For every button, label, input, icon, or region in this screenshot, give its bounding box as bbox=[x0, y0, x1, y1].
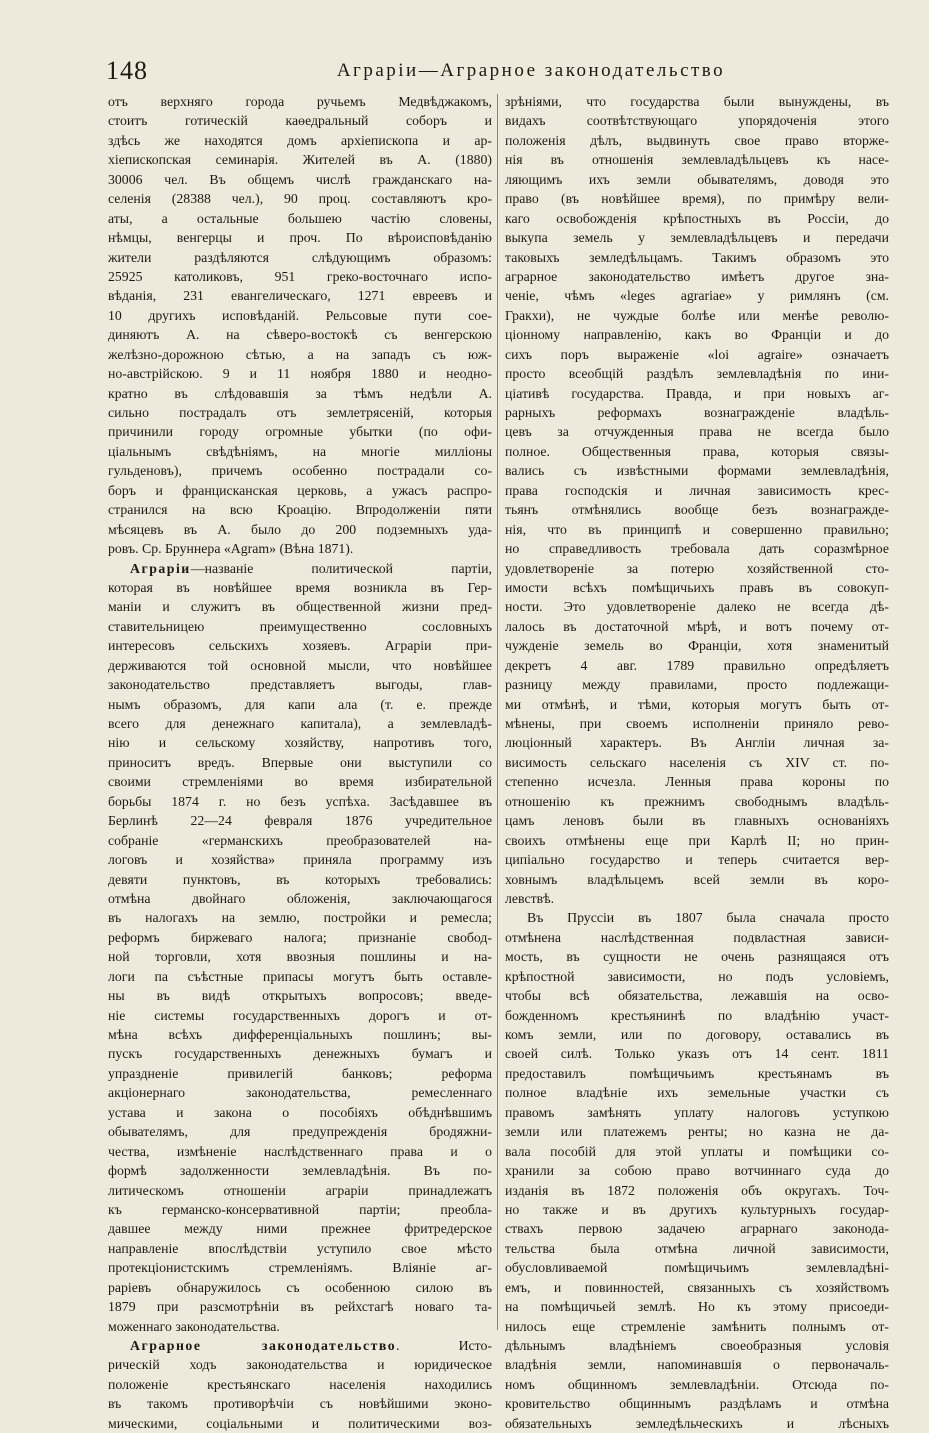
text-line: въ такомъ противорѣчіи съ новѣйшими эконо- bbox=[108, 1396, 492, 1412]
text-line: мость, въ сущности не очень разнящаяся отъ bbox=[505, 949, 889, 965]
text-line: тельства была отмѣна личной зависимости, bbox=[505, 1240, 889, 1256]
text-line: устава и закона о пособіяхъ обѣднѣвшимъ bbox=[108, 1104, 492, 1120]
text-line: ности. Это удовлетвореніе далеко не всегда дѣ- bbox=[505, 599, 889, 615]
text-line: зрѣніями, что государства были вынуждены, въ bbox=[505, 94, 889, 109]
entry-heading: Аграрное законодательство bbox=[130, 1338, 397, 1353]
text-line: кровительство общиннымъ раздѣламъ и отмѣна bbox=[505, 1396, 889, 1412]
text-line: Гракхи), не чуждые болѣе или менѣе револю- bbox=[505, 307, 889, 323]
text-line: Берлинѣ 22—24 февраля 1876 учредительное bbox=[108, 813, 492, 829]
text-line: висимость сельскаго населенія съ XIV ст. по- bbox=[505, 754, 889, 770]
text-line: интересовъ сельскихъ хозяевъ. Аграріи при- bbox=[108, 638, 492, 654]
text-line: кратно въ слѣдовавшія за тѣмъ недѣли А. bbox=[108, 385, 492, 401]
text-line: степенно исчезла. Ленныя права короны по bbox=[505, 774, 889, 790]
text-line: чества, измѣненіе наслѣдственнаго права и о bbox=[108, 1143, 492, 1159]
text-line: нія въ отношенія землевладѣльцевъ къ насе- bbox=[505, 152, 889, 168]
text-line: моженнаго законодательства. bbox=[108, 1318, 280, 1334]
text-line: удовлетвореніе за потерю хозяйственной сто- bbox=[505, 560, 889, 576]
text-line: на помѣщичьей землѣ. Но къ этому присоеди- bbox=[505, 1299, 889, 1315]
text-line: обусловливаемой помѣщичьимъ землевладѣні- bbox=[505, 1260, 889, 1276]
text-line: нѣмцы, венгерцы и проч. По вѣроисповѣданію bbox=[108, 230, 492, 246]
text-line: земли или платежемъ ренты; но казна не да- bbox=[505, 1124, 889, 1140]
text-line: приноситъ вредъ. Впервые они выступили со bbox=[108, 754, 492, 770]
text-line: мѣсяцевъ въ А. было до 200 подземныхъ уда- bbox=[108, 521, 492, 537]
text-line: права господскія и личная зависимость крес- bbox=[505, 482, 889, 498]
text-line: номъ общинномъ землевладѣніи. Отсюда по- bbox=[505, 1376, 889, 1392]
text-line: ціонному направленію, какъ во Франціи и до bbox=[505, 327, 889, 343]
text-line: ляющимъ ихъ земли обывателямъ, доводя это bbox=[505, 171, 889, 187]
text-line: диняютъ А. на сѣверо-востокѣ съ венгерскою bbox=[108, 327, 492, 343]
text-line: нію и сельскому хозяйству, напротивъ того, bbox=[108, 735, 492, 751]
text-line: протекціонистскимъ стремленіямъ. Вліяніе аг- bbox=[108, 1260, 492, 1276]
text-line: изданія въ 1872 положенія объ округахъ. Точ- bbox=[505, 1182, 889, 1198]
text-line: Въ Пруссіи въ 1807 была сначала просто bbox=[527, 910, 889, 926]
text-line: ны въ видѣ открытыхъ вопросовъ; введе- bbox=[108, 988, 492, 1004]
text-line: Аграріи—названіе политической партіи, bbox=[130, 560, 492, 576]
text-line: цевъ за отчужденныя права не всегда было bbox=[505, 424, 889, 440]
text-line: стоитъ готическій каѳедральный соборъ и bbox=[108, 113, 492, 129]
text-line: реформъ биржеваго налога; признаніе свобод- bbox=[108, 929, 492, 945]
text-line: желѣзно-дорожною сѣтью, а на западъ съ юж- bbox=[108, 346, 492, 362]
text-line: владѣнія земли, напоминавшія о первоначаль- bbox=[505, 1357, 889, 1373]
text-line: жители раздѣляются слѣдующимъ образомъ: bbox=[108, 249, 492, 265]
text-line: всего для денежнаго капитала), а землевладѣ- bbox=[108, 716, 492, 731]
text-line: крѣпостной зависимости, но подъ условіемъ, bbox=[505, 968, 889, 984]
text-line: цамъ леновъ были въ главныхъ основаніяхъ bbox=[505, 813, 889, 829]
text-line: левствѣ. bbox=[505, 890, 555, 906]
text-line: разницу между правилами, просто подлежащи- bbox=[505, 677, 889, 693]
text-line: причинили городу огромные убытки (по офи- bbox=[108, 424, 492, 440]
text-line: вала пособій для этой уплаты и помѣщики со- bbox=[505, 1143, 889, 1159]
text-line: нилось еще стремленіе замѣнить полнымъ от- bbox=[505, 1318, 889, 1334]
text-line: комъ земли, или по договору, оставались въ bbox=[505, 1027, 889, 1042]
text-line: формѣ задолженности землевладѣнія. Въ по- bbox=[108, 1163, 492, 1179]
text-line: правомъ замѣнять уплату налоговъ уступкою bbox=[505, 1104, 889, 1120]
text-line: положенія дѣлъ, выдвинуть свое право вторже- bbox=[505, 132, 889, 148]
text-line: 25925 католиковъ, 951 греко-восточнаго испо- bbox=[108, 268, 492, 284]
text-line: декретъ 4 авг. 1789 правильно опредѣляетъ bbox=[505, 657, 889, 673]
text-line: сихъ поръ выраженіе «loi agraire» означаетъ bbox=[505, 346, 889, 362]
text-line: рическій ходъ законодательства и юридическое bbox=[108, 1357, 492, 1373]
text-line: чтобы всѣ обязательства, лежавшія на осво- bbox=[505, 988, 889, 1004]
text-line: борьбы 1874 г. но безъ успѣха. Засѣдавшее въ bbox=[108, 793, 492, 809]
text-line: къ германско-консервативной партіи; преобла- bbox=[108, 1201, 492, 1217]
text-line: ціальнымъ свѣдѣніямъ, на многіе милліоны bbox=[108, 443, 492, 459]
text-line: божденномъ крестьянинѣ по владѣнію участ- bbox=[505, 1007, 889, 1023]
text-line: странился на всю Кроацію. Впродолженіи пяти bbox=[108, 502, 492, 518]
text-line: тьянъ отмѣнялись вообще безъ вознагражде- bbox=[505, 502, 889, 518]
text-line: рарныхъ реформахъ вознагражденіе владѣль- bbox=[505, 405, 889, 420]
text-line: хіепископская семинарія. Жителей въ А. (1880) bbox=[108, 152, 492, 168]
text-line: мѣнены, при своемъ исполненіи приняло рево- bbox=[505, 716, 889, 731]
text-line: обывателямъ, для предупрежденія бродяжни- bbox=[108, 1124, 492, 1140]
text-line: каго освобожденія крѣпостныхъ въ Россіи, до bbox=[505, 210, 889, 226]
text-line: отъ верхняго города ручьемъ Медвѣджакомъ, bbox=[108, 94, 492, 109]
text-line: дѣльнымъ владѣніемъ своеобразныя условія bbox=[505, 1338, 889, 1353]
text-line: гульденовъ), причемъ особенно пострадали со- bbox=[108, 463, 492, 479]
text-line: нія, что въ принципѣ и совершенно правильно; bbox=[505, 521, 889, 537]
text-line: чужденіе земель во Франціи, хотя знаменитый bbox=[505, 638, 889, 654]
text-line: пускъ государственныхъ денежныхъ бумагъ и bbox=[108, 1046, 492, 1062]
right-column bbox=[505, 92, 889, 1433]
text-line: здѣсь же находятся домъ архіепископа и ар- bbox=[108, 132, 492, 148]
text-line: но-австрійскою. 9 и 11 ноября 1880 и неодно- bbox=[108, 366, 492, 382]
text-line: 30006 чел. Въ общемъ числѣ гражданскаго на- bbox=[108, 171, 492, 187]
text-line: ствахъ первою задачею аграрнаго законода- bbox=[505, 1221, 889, 1237]
text-line: ной торговли, хотя ввозныя пошлины и на- bbox=[108, 949, 492, 965]
text-line: обязательныхъ земледѣльческихъ и лѣсныхъ bbox=[505, 1415, 889, 1431]
text-line: своими стремленіями во время избирательной bbox=[108, 774, 492, 790]
text-line: селенія (28388 чел.), 90 проц. составляютъ кро- bbox=[108, 191, 492, 207]
text-line: выкупа земель у землевладѣльцевъ и передачи bbox=[505, 230, 889, 246]
text-line: отношенію къ прежнимъ свободнымъ владѣль- bbox=[505, 793, 889, 809]
text-line: держиваются той основной мысли, что новѣйшее bbox=[108, 657, 492, 673]
text-line: законодательство представляетъ выгоды, глав- bbox=[108, 677, 492, 693]
text-line: отмѣнена наслѣдственная подвластная зависи- bbox=[505, 929, 889, 945]
text-line: положеніе крестьянскаго населенія находились bbox=[108, 1376, 492, 1392]
text-line: нымъ образомъ, для капи ала (т. е. прежде bbox=[108, 696, 492, 712]
text-line: предоставилъ помѣщичьимъ крестьянамъ въ bbox=[505, 1065, 889, 1081]
text-line: отмѣна двойнаго обложенія, заключающагося bbox=[108, 890, 492, 906]
text-line: собраніе «германскихъ преобразователей на- bbox=[108, 832, 492, 848]
text-line: логовъ и хозяйства» приняла программу изъ bbox=[108, 852, 492, 868]
text-line: сильно пострадалъ отъ землетрясеній, которыя bbox=[108, 405, 492, 420]
text-line: лалось въ достаточной мѣрѣ, и вотъ почему от- bbox=[505, 618, 889, 634]
text-line: ніе системы государственныхъ дорогъ и от- bbox=[108, 1007, 492, 1023]
left-column bbox=[108, 92, 492, 1433]
text-line: упраздненіе привилегій банковъ; реформа bbox=[108, 1065, 492, 1081]
text-line: полное. Общественныя права, которыя связы- bbox=[505, 443, 889, 459]
text-line: право (въ новѣйшее время), по примѣру вели- bbox=[505, 191, 889, 207]
page-header bbox=[106, 52, 896, 92]
text-line: ципіально государство и теперь считается вер- bbox=[505, 852, 889, 868]
text-line: полное владѣніе ихъ земельные участки съ bbox=[505, 1085, 889, 1101]
running-head: Аграріи—Аграрное законодательство bbox=[336, 60, 726, 81]
text-line: девяти пунктовъ, въ которыхъ требовались: bbox=[108, 871, 492, 887]
text-line: которая въ новѣйшее время возникла въ Гер- bbox=[108, 579, 492, 595]
text-line: ченіе, чѣмъ «leges agrariae» у римлянъ (см. bbox=[505, 288, 889, 304]
text-line: аграрное законодательство имѣетъ другое зна- bbox=[505, 268, 889, 284]
text-line: акціонернаго законодательства, ремесленнаго bbox=[108, 1085, 492, 1101]
text-line: ціативѣ государства. Правда, и при новыхъ аг- bbox=[505, 385, 889, 401]
text-line: имости всѣхъ помѣщичьихъ правъ въ совокуп- bbox=[505, 579, 889, 595]
text-line: маніи и служитъ въ общественной жизни пред- bbox=[108, 599, 492, 615]
text-line: хранили за собою право вотчиннаго суда до bbox=[505, 1163, 889, 1179]
text-line: раріевъ обнаружилось съ особенною силою въ bbox=[108, 1279, 492, 1295]
text-line: ровъ. Ср. Бруннера «Agram» (Вѣна 1871). bbox=[108, 541, 354, 557]
text-line: люціонный характеръ. Въ Англіи личная за- bbox=[505, 735, 889, 751]
text-line: боръ и францисканская церковь, а ужасъ распро- bbox=[108, 482, 492, 498]
text-line: но справедливость требовала дать соразмѣрное bbox=[505, 541, 889, 557]
text-line: своей силѣ. Только указъ отъ 14 сент. 1811 bbox=[505, 1046, 889, 1062]
text-line: аты, а остальные большею частію словены, bbox=[108, 210, 492, 226]
text-line: ми отмѣнѣ, и тѣми, которыя могутъ быть от- bbox=[505, 696, 889, 712]
text-line: но также и въ другихъ культурныхъ государ- bbox=[505, 1201, 889, 1217]
text-line: ховнымъ владѣльцемъ всей земли въ коро- bbox=[505, 871, 889, 887]
text-line: логи па съѣстные припасы могутъ быть оставле- bbox=[108, 968, 492, 984]
text-line: вѣданія, 231 евангелическаго, 1271 евреевъ и bbox=[108, 288, 492, 304]
text-line: 1879 при разсмотрѣніи въ рейхстагѣ новаго та- bbox=[108, 1299, 492, 1315]
text-line: своихъ отмѣнены еще при Карлѣ II; но прин- bbox=[505, 832, 889, 848]
entry-heading: Аграріи bbox=[130, 560, 191, 576]
text-line: видахъ соотвѣтствующаго упорядоченія этого bbox=[505, 113, 889, 129]
text-line: вались съ извѣстными формами землевладѣнія, bbox=[505, 463, 889, 479]
text-line: мическими, соціальными и политическими воз- bbox=[108, 1415, 492, 1431]
text-line: емъ, и повинностей, связанныхъ съ хозяйствомъ bbox=[505, 1279, 889, 1295]
text-line: 10 другихъ исповѣданій. Рельсовые пути сое- bbox=[108, 307, 492, 323]
text-line: направленіе впослѣдствіи уступило свое мѣсто bbox=[108, 1240, 492, 1256]
text-line: литическомъ отношеніи аграріи принадлежатъ bbox=[108, 1182, 492, 1198]
text-line: мѣна всѣхъ дифференціальныхъ пошлинъ; вы- bbox=[108, 1027, 492, 1042]
text-line: давшее между ними прежнее фритредерское bbox=[108, 1221, 492, 1237]
column-divider bbox=[497, 94, 498, 1330]
page-number: 148 bbox=[106, 56, 148, 85]
text-line: просто всеобщій раздѣлъ землевладѣнія по ини- bbox=[505, 366, 889, 382]
text-line: ставительницею преимущественно сословныхъ bbox=[108, 618, 492, 634]
text-line: Аграрное законодательство. Исто- bbox=[130, 1338, 492, 1353]
text-line: въ налогахъ на землю, постройки и ремесла; bbox=[108, 910, 492, 926]
text-line: таковыхъ земледѣльцамъ. Такимъ образомъ это bbox=[505, 249, 889, 265]
